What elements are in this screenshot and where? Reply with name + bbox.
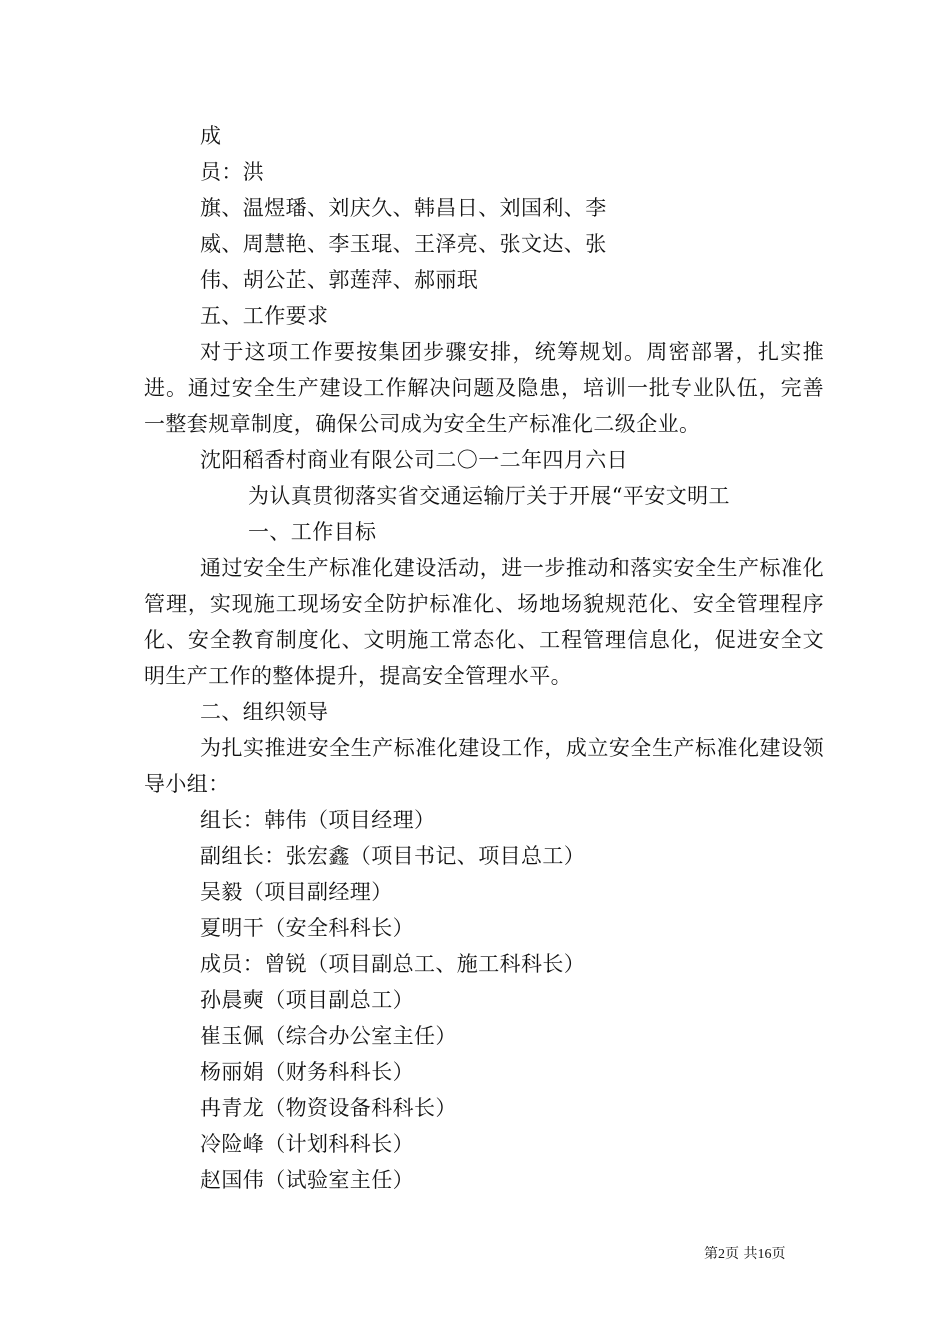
footer-total-pages: 16 <box>757 1247 772 1262</box>
text-line: 旗、温煜璠、刘庆久、韩昌日、刘国利、李 <box>200 196 607 220</box>
text-line: 夏明干（安全科科长） <box>200 916 414 940</box>
text-line: 沈阳稻香村商业有限公司二〇一二年四月六日 <box>200 448 628 472</box>
page-footer <box>704 1245 785 1264</box>
text-line: 孙晨奭（项目副总工） <box>200 988 414 1012</box>
document-body <box>144 118 824 1198</box>
text-line: 一、工作目标 <box>248 520 377 544</box>
footer-prefix: 第 <box>704 1246 718 1262</box>
text-line: 员：洪 <box>200 160 265 184</box>
text-line: 崔玉佩（综合办公室主任） <box>200 1024 457 1048</box>
footer-current-page: 2 <box>718 1247 725 1262</box>
text-line: 五、工作要求 <box>200 304 329 328</box>
paragraph: 通过安全生产标准化建设活动，进一步推动和落实安全生产标准化管理，实现施工现场安全防护标准化、场地场貌规范化、安全管理程序化、安全教育制度化、文明施工常态化、工程管理信息化，促进安全文明生产工作的整体提升，提高安全管理水平。 <box>144 556 824 688</box>
text-line: 成员：曾锐（项目副总工、施工科科长） <box>200 952 586 976</box>
text-line: 组长：韩伟（项目经理） <box>200 808 436 832</box>
footer-suffix: 页 <box>771 1246 786 1262</box>
footer-middle: 页 共 <box>725 1246 758 1262</box>
text-line: 吴毅（项目副经理） <box>200 880 393 904</box>
text-line: 二、组织领导 <box>200 700 329 724</box>
text-line: 威、周慧艳、李玉琨、王泽亮、张文达、张 <box>200 232 607 256</box>
text-line: 冷险峰（计划科科长） <box>200 1132 414 1156</box>
text-line: 为认真贯彻落实省交通运输厅关于开展“平安文明工 <box>248 484 730 508</box>
text-line: 赵国伟（试验室主任） <box>200 1168 414 1192</box>
paragraph: 为扎实推进安全生产标准化建设工作，成立安全生产标准化建设领导小组： <box>144 736 824 796</box>
text-line: 成 <box>200 124 222 148</box>
text-line: 杨丽娟（财务科科长） <box>200 1060 414 1084</box>
text-line: 伟、胡公芷、郭莲萍、郝丽珉 <box>200 268 479 292</box>
paragraph: 对于这项工作要按集团步骤安排，统筹规划。周密部署，扎实推进。通过安全生产建设工作解决问题及隐患，培训一批专业队伍，完善一整套规章制度，确保公司成为安全生产标准化二级企业。 <box>144 340 824 436</box>
text-line: 冉青龙（物资设备科科长） <box>200 1096 457 1120</box>
text-line: 副组长：张宏鑫（项目书记、项目总工） <box>200 844 586 868</box>
